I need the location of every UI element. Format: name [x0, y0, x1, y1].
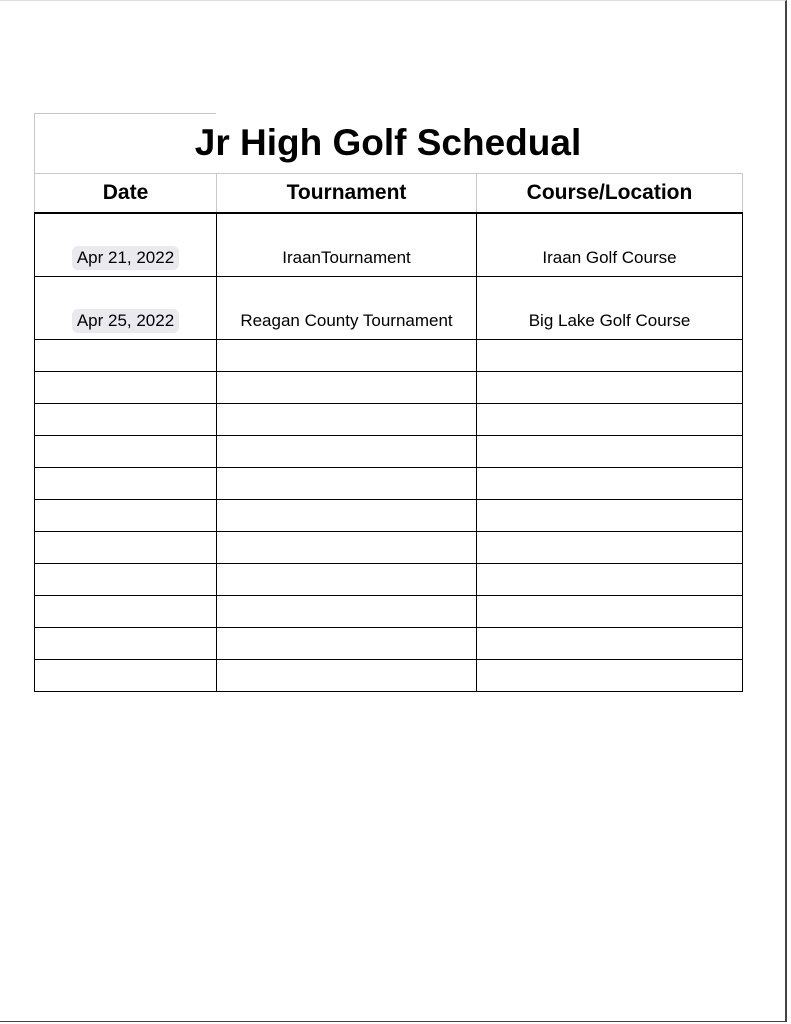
date-chip[interactable]: Apr 21, 2022 — [72, 246, 179, 270]
tournament-cell[interactable] — [217, 436, 477, 468]
empty-table-row — [35, 628, 743, 660]
tournament-cell[interactable] — [217, 532, 477, 564]
tournament-cell[interactable] — [217, 500, 477, 532]
date-cell[interactable] — [35, 564, 217, 596]
date-cell[interactable] — [35, 340, 217, 372]
date-cell[interactable] — [35, 436, 217, 468]
date-cell[interactable] — [35, 500, 217, 532]
date-cell[interactable] — [35, 372, 217, 404]
empty-table-row — [35, 564, 743, 596]
tournament-text: IraanTournament — [282, 248, 411, 267]
location-cell[interactable] — [477, 500, 743, 532]
empty-table-row — [35, 340, 743, 372]
location-cell[interactable] — [477, 628, 743, 660]
location-cell[interactable] — [477, 436, 743, 468]
location-cell[interactable] — [477, 468, 743, 500]
date-cell[interactable] — [35, 660, 217, 692]
tournament-cell[interactable] — [217, 596, 477, 628]
empty-table-row — [35, 404, 743, 436]
tournament-cell[interactable] — [217, 404, 477, 436]
date-chip[interactable]: Apr 25, 2022 — [72, 309, 179, 333]
column-header-date: Date — [35, 174, 217, 214]
date-cell[interactable] — [35, 404, 217, 436]
tournament-cell[interactable] — [217, 660, 477, 692]
empty-table-row — [35, 660, 743, 692]
location-cell[interactable] — [477, 340, 743, 372]
date-cell[interactable] — [35, 213, 217, 277]
tournament-cell[interactable] — [217, 372, 477, 404]
empty-table-row — [35, 532, 743, 564]
date-cell[interactable] — [35, 628, 217, 660]
empty-table-row — [35, 596, 743, 628]
table-row — [35, 277, 743, 340]
table-header-row — [35, 174, 743, 214]
tournament-cell[interactable] — [217, 564, 477, 596]
empty-table-row — [35, 372, 743, 404]
tournament-cell[interactable] — [217, 340, 477, 372]
page-title: Jr High Golf Schedual — [194, 122, 582, 163]
date-cell[interactable] — [35, 532, 217, 564]
empty-table-row — [35, 436, 743, 468]
location-cell[interactable] — [477, 213, 743, 277]
tournament-cell[interactable] — [217, 628, 477, 660]
tournament-text: Reagan County Tournament — [240, 311, 453, 330]
tournament-cell[interactable] — [217, 213, 477, 277]
column-header-location: Course/Location — [477, 174, 743, 214]
location-text: Big Lake Golf Course — [528, 311, 691, 330]
location-cell[interactable] — [477, 596, 743, 628]
schedule-table — [34, 173, 743, 692]
empty-table-row — [35, 468, 743, 500]
tournament-cell[interactable] — [217, 277, 477, 340]
column-header-tournament: Tournament — [217, 174, 477, 214]
location-cell[interactable] — [477, 277, 743, 340]
location-cell[interactable] — [477, 532, 743, 564]
location-cell[interactable] — [477, 564, 743, 596]
location-cell[interactable] — [477, 404, 743, 436]
tournament-cell[interactable] — [217, 468, 477, 500]
table-row — [35, 213, 743, 277]
location-cell[interactable] — [477, 372, 743, 404]
empty-table-row — [35, 500, 743, 532]
date-cell[interactable] — [35, 468, 217, 500]
date-cell[interactable] — [35, 596, 217, 628]
location-text: Iraan Golf Course — [542, 248, 677, 267]
location-cell[interactable] — [477, 660, 743, 692]
date-cell[interactable] — [35, 277, 217, 340]
